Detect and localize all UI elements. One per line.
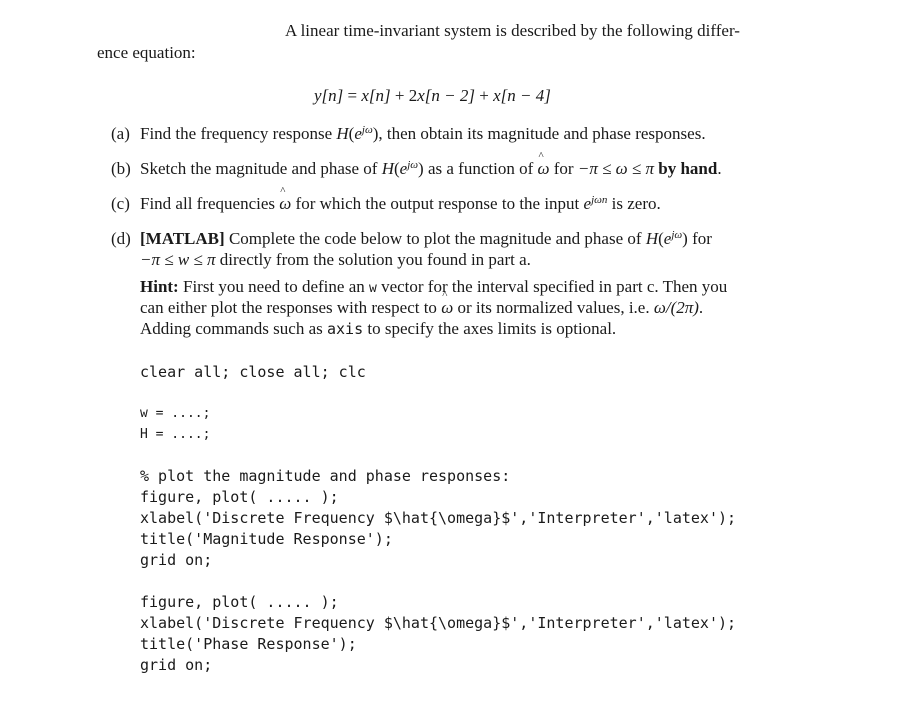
eq-plus-1: + 2 xyxy=(390,86,418,105)
code-line-title-2: title('Phase Response'); xyxy=(140,635,357,653)
part-d-line-2-text: directly from the solution you found in part a. xyxy=(215,250,531,269)
code-line-grid-1: grid on; xyxy=(140,551,213,569)
part-a-open: ( xyxy=(348,124,355,143)
hint-line-3-a: Adding commands such as xyxy=(140,319,327,338)
code-line-xlabel-2: xlabel('Discrete Frequency $\hat{\omega}$','Interpreter','latex'); xyxy=(140,614,737,632)
part-a-H: H xyxy=(336,124,349,143)
part-b-text-1: Sketch the magnitude and phase of xyxy=(140,159,382,178)
part-b-text-3: for xyxy=(549,159,578,178)
hint-line-2-a: can either plot the responses with respect to xyxy=(140,298,442,317)
part-c-text-1: Find all frequencies xyxy=(140,194,280,213)
eq-plus-2: + xyxy=(475,86,494,105)
part-d-range: −π ≤ w ≤ π xyxy=(140,250,216,269)
hint-line-3-b: to specify the axes limits is optional. xyxy=(363,319,617,338)
part-c-e: e xyxy=(583,194,592,213)
hint-line-2-c: . xyxy=(698,298,704,317)
eq-term-1: x[n] xyxy=(361,86,391,105)
code-line-figure-2: figure, plot( ..... ); xyxy=(140,593,339,611)
part-b-range: −π ≤ ω ≤ π xyxy=(577,159,655,178)
part-b-H: H xyxy=(381,159,394,178)
part-b-label: (b) xyxy=(111,159,131,178)
intro-line-2: ence equation: xyxy=(97,43,196,62)
hint-line-1 xyxy=(140,277,727,297)
hint-w-code: w xyxy=(369,281,377,296)
code-line-clear: clear all; close all; clc xyxy=(140,363,366,381)
part-d-matlab-tag: [MATLAB] xyxy=(140,229,225,248)
part-d-text-1: Complete the code below to plot the magnitude and phase of xyxy=(224,229,646,248)
part-d-label: (d) xyxy=(111,229,131,248)
difference-equation xyxy=(314,86,551,106)
part-a-text-1: Find the frequency response xyxy=(140,124,337,143)
hint-omega: ^ ω xyxy=(441,298,453,318)
hint-line-2-b: or its normalized values, i.e. xyxy=(453,298,654,317)
hint-axis-code: axis xyxy=(326,320,364,338)
part-b-open: ( xyxy=(394,159,400,178)
part-c-label: (c) xyxy=(111,194,130,213)
eq-term-3: x[n − 4] xyxy=(493,86,551,105)
part-b-close: ) xyxy=(418,159,424,178)
part-d-H: H xyxy=(645,229,659,248)
part-b-text-2: as a function of xyxy=(423,159,538,178)
part-c-text xyxy=(140,194,661,214)
part-a-text-2: , then obtain its magnitude and phase responses. xyxy=(378,124,706,143)
part-b-end: . xyxy=(717,159,722,178)
part-d-exp: jω xyxy=(671,229,683,241)
code-line-title-1: title('Magnitude Response'); xyxy=(140,530,393,548)
part-a-label: (a) xyxy=(111,124,130,143)
part-b-exp: jω xyxy=(407,159,419,171)
hint-line-2 xyxy=(140,298,703,318)
part-d-text-2: for xyxy=(687,229,712,248)
code-line-H: H = ....; xyxy=(140,427,211,442)
eq-term-2: x[n − 2] xyxy=(417,86,475,105)
code-line-grid-2: grid on; xyxy=(140,656,213,674)
code-line-w: w = ....; xyxy=(140,406,211,421)
hint-line-1-b: vector for the interval specified in part c. Then you xyxy=(376,277,728,296)
part-b-omega: ^ ω xyxy=(538,159,550,179)
part-a-exp: jω xyxy=(361,124,373,136)
part-d-open: ( xyxy=(658,229,664,248)
code-line-xlabel-1: xlabel('Discrete Frequency $\hat{\omega}$','Interpreter','latex'); xyxy=(140,509,737,527)
part-d-close: ) xyxy=(682,229,688,248)
part-c-exp: jωn xyxy=(591,194,608,206)
part-c-text-2: for which the output response to the input xyxy=(291,194,584,213)
part-a-close: ) xyxy=(372,124,379,143)
part-d-e: e xyxy=(663,229,672,248)
part-b-text xyxy=(140,159,722,179)
part-b-by-hand: by hand xyxy=(654,159,718,178)
part-a-e: e xyxy=(354,124,362,143)
code-line-comment: % plot the magnitude and phase responses: xyxy=(140,467,511,485)
code-line-figure-1: figure, plot( ..... ); xyxy=(140,488,339,506)
eq-lhs: y[n] xyxy=(314,86,344,105)
part-d-line-1 xyxy=(140,229,712,249)
part-c-text-3: is zero. xyxy=(607,194,661,213)
part-d-line-2 xyxy=(140,250,531,270)
hint-line-3 xyxy=(140,319,616,339)
part-b-e: e xyxy=(399,159,408,178)
eq-equals: = xyxy=(343,86,362,105)
hint-label: Hint: xyxy=(140,277,179,296)
part-c-omega: ^ ω xyxy=(279,194,291,214)
hint-line-1-a: First you need to define an xyxy=(178,277,369,296)
part-a-text xyxy=(140,124,706,144)
intro-line-1: A linear time-invariant system is described by the following differ- xyxy=(285,21,740,40)
hint-normalized-freq: ω/(2π) xyxy=(653,298,699,317)
